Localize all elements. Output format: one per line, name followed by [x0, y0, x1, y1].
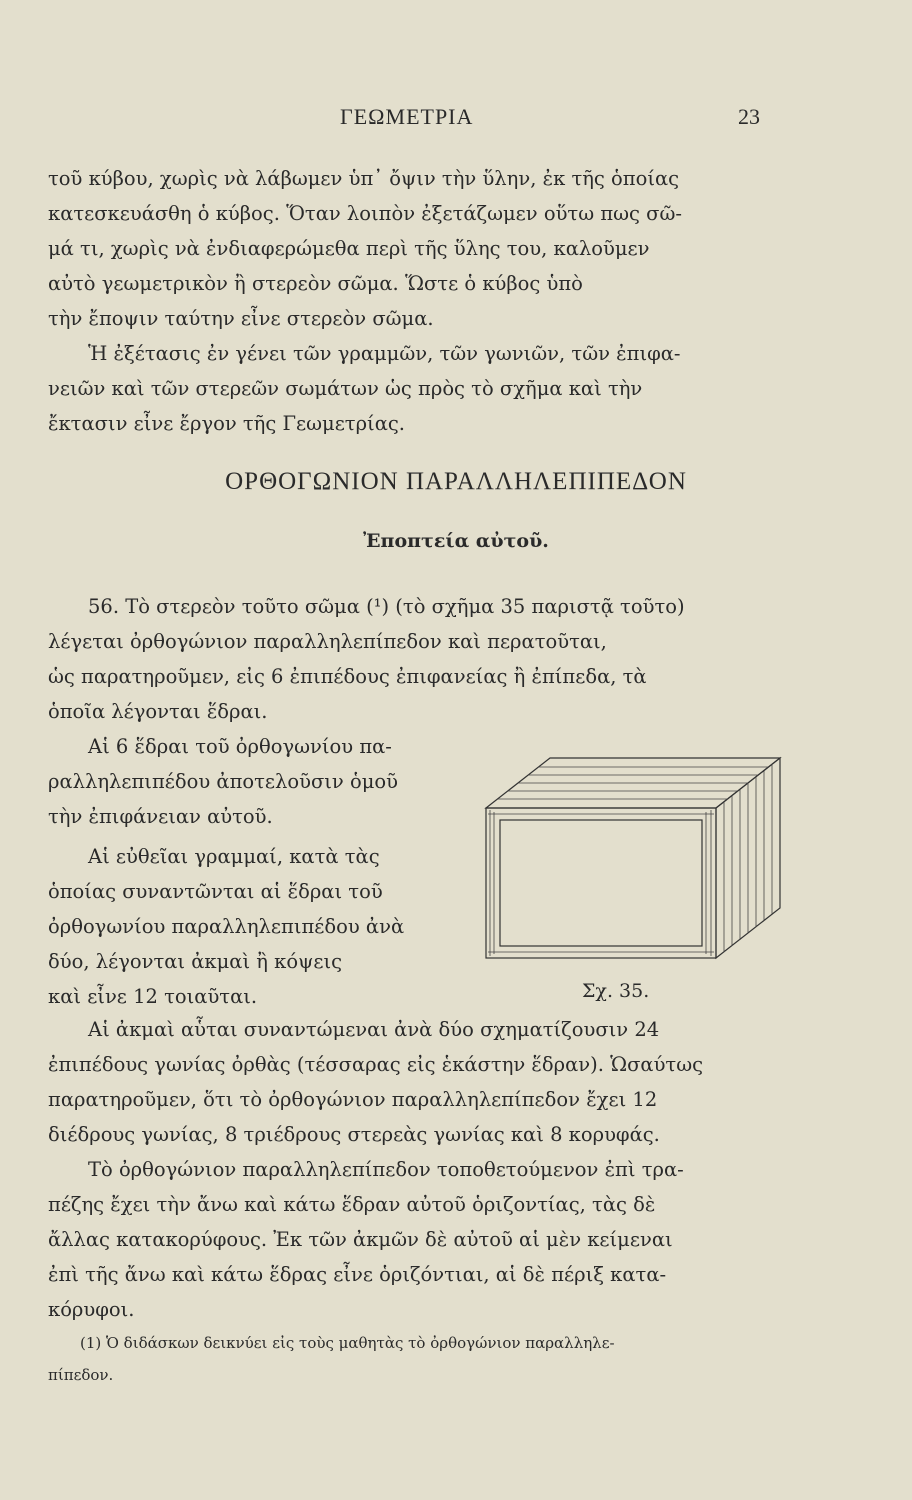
text-line: λέγεται ὀρθογώνιον παραλληλεπίπεδον καὶ περατοῦται, [48, 630, 607, 653]
text-line: καὶ εἶνε 12 τοιαῦται. [48, 985, 258, 1008]
text-line: ὀρθογωνίου παραλληλεπιπέδου ἀνὰ [48, 915, 405, 938]
text-line: Αἱ 6 ἕδραι τοῦ ὀρθογωνίου πα- [88, 735, 392, 758]
text-line: ἐπὶ τῆς ἄνω καὶ κάτω ἕδρας εἶνε ὁριζόντιαι, αἱ δὲ πέριξ κατα- [48, 1263, 667, 1286]
text-line: ἄλλας κατακορύφους. Ἐκ τῶν ἀκμῶν δὲ αὐτοῦ αἱ μὲν κείμεναι [48, 1228, 673, 1251]
text-line: κατεσκευάσθη ὁ κύβος. Ὅταν λοιπὸν ἐξετάζωμεν οὕτω πως σῶ- [48, 202, 682, 225]
page-number: 23 [738, 104, 760, 129]
text-line: 56. Τὸ στερεὸν τοῦτο σῶμα (¹) (τὸ σχῆμα 35 παριστᾷ τοῦτο) [88, 595, 685, 618]
page-header [0, 104, 912, 134]
text-line: τοῦ κύβου, χωρὶς νὰ λάβωμεν ὑπ᾿ ὄψιν τὴν ὕλην, ἐκ τῆς ὁποίας [48, 167, 680, 190]
text-line: Ἡ ἐξέτασις ἐν γένει τῶν γραμμῶν, τῶν γωνιῶν, τῶν ἐπιφα- [88, 342, 681, 365]
text-line: παρατηροῦμεν, ὅτι τὸ ὀρθογώνιον παραλληλεπίπεδον ἔχει 12 [48, 1088, 658, 1111]
running-head: ΓΕΩΜΕΤΡΙΑ [340, 104, 474, 129]
text-line: ἐπιπέδους γωνίας ὀρθὰς (τέσσαρας εἰς ἑκάστην ἕδραν). Ὡσαύτως [48, 1053, 704, 1076]
text-line: τὴν ἔποψιν ταύτην εἶνε στερεὸν σῶμα. [48, 307, 434, 330]
text-line: τὴν ἐπιφάνειαν αὐτοῦ. [48, 805, 273, 828]
text-line: κόρυφοι. [48, 1298, 135, 1321]
text-line: ραλληλεπιπέδου ἀποτελοῦσιν ὁμοῦ [48, 770, 398, 793]
text-line: ὁποῖα λέγονται ἕδραι. [48, 700, 268, 723]
text-line: Τὸ ὀρθογώνιον παραλληλεπίπεδον τοποθετούμενον ἐπὶ τρα- [88, 1158, 684, 1181]
text-line: ἔκτασιν εἶνε ἔργον τῆς Γεωμετρίας. [48, 412, 405, 435]
text-line: πέζης ἔχει τὴν ἄνω καὶ κάτω ἕδραν αὐτοῦ ὁριζοντίας, τὰς δὲ [48, 1193, 656, 1216]
text-line: δύο, λέγονται ἀκμαὶ ἢ κόψεις [48, 950, 343, 973]
text-line: ὡς παρατηροῦμεν, εἰς 6 ἐπιπέδους ἐπιφανείας ἢ ἐπίπεδα, τὰ [48, 665, 647, 688]
text-line: Αἱ εὐθεῖαι γραμμαί, κατὰ τὰς [88, 845, 380, 868]
text-line: νειῶν καὶ τῶν στερεῶν σωμάτων ὡς πρὸς τὸ σχῆμα καὶ τὴν [48, 377, 643, 400]
section-title: ΟΡΘΟΓΩΝΙΟΝ ΠΑΡΑΛΛΗΛΕΠΙΠΕΔΟΝ [225, 468, 687, 495]
text-line: διέδρους γωνίας, 8 τριέδρους στερεὰς γωνίας καὶ 8 κορυφάς. [48, 1123, 660, 1146]
text-line: ὁποίας συναντῶνται αἱ ἕδραι τοῦ [48, 880, 383, 903]
figure-caption: Σχ. 35. [582, 980, 650, 1002]
footnote-line: (1) Ὁ διδάσκων δεικνύει εἰς τοὺς μαθητὰς τὸ ὀρθογώνιον παραλληλε- [80, 1334, 615, 1352]
text-line: Αἱ ἀκμαὶ αὗται συναντώμεναι ἀνὰ δύο σχηματίζουσιν 24 [88, 1018, 660, 1041]
parallelepiped-figure [478, 748, 806, 968]
footnote-line: πίπεδον. [48, 1366, 114, 1384]
text-line: αὐτὸ γεωμετρικὸν ἢ στερεὸν σῶμα. Ὥστε ὁ κύβος ὑπὸ [48, 272, 583, 295]
text-line: μά τι, χωρὶς νὰ ἐνδιαφερώμεθα περὶ τῆς ὕλης του, καλοῦμεν [48, 237, 650, 260]
section-subtitle: Ἐποπτεία αὐτοῦ. [363, 530, 549, 552]
